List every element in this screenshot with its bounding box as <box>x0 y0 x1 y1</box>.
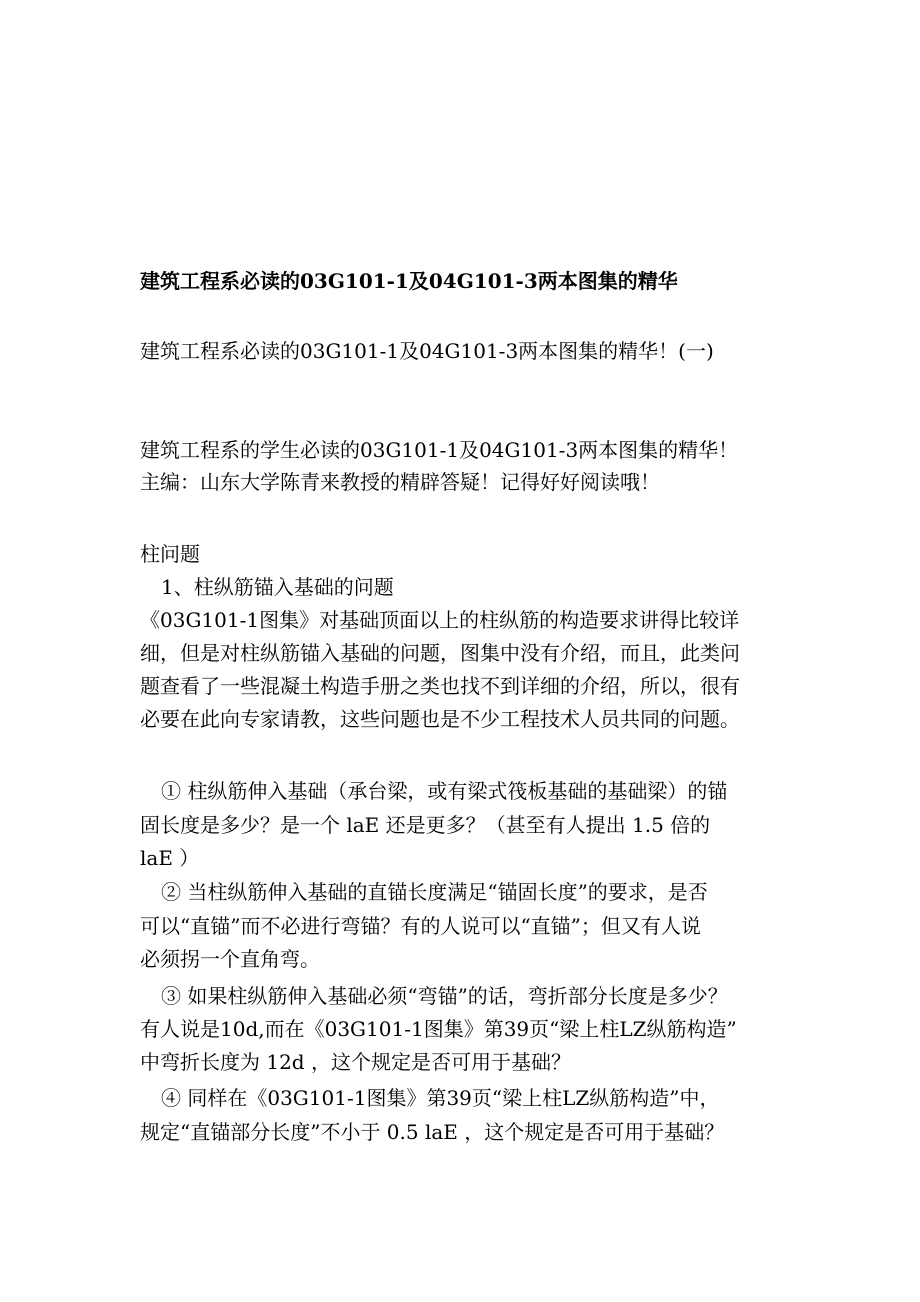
intro-line: 建筑工程系的学生必读的03G101-1及04G101-3两本图集的精华！ <box>140 438 739 462</box>
question-item-line: ① 柱纵筋伸入基础（承台梁，或有梁式筏板基础的基础梁）的锚 <box>161 779 728 803</box>
question-item-line: 可以“直锚”而不必进行弯锚？有的人说可以“直锚”；但又有人说 <box>140 914 701 938</box>
document-subtitle: 建筑工程系必读的03G101-1及04G101-3两本图集的精华！(一) <box>140 339 714 363</box>
question-item-line: 中弯折长度为 12d ，这个规定是否可用于基础？ <box>140 1050 571 1074</box>
question-item-line: 有人说是10d,而在《03G101-1图集》第39页“梁上柱LZ纵筋构造” <box>140 1017 737 1041</box>
question-item-line: ④ 同样在《03G101-1图集》第39页“梁上柱LZ纵筋构造”中， <box>161 1086 720 1110</box>
question-item-line: laE ） <box>140 846 200 870</box>
document-title: 建筑工程系必读的03G101-1及04G101-3两本图集的精华 <box>140 269 678 293</box>
question-item-line: 固长度是多少？是一个 laE 还是更多？（甚至有人提出 1.5 倍的 <box>140 813 711 837</box>
question-item-line: 规定“直锚部分长度”不小于 0.5 laE ，这个规定是否可用于基础？ <box>140 1120 725 1144</box>
intro-line: 主编：山东大学陈青来教授的精辟答疑！记得好好阅读哦！ <box>140 470 660 494</box>
paragraph-line: 必要在此向专家请教，这些问题也是不少工程技术人员共同的问题。 <box>140 707 740 731</box>
paragraph-line: 细，但是对柱纵筋锚入基础的问题，图集中没有介绍，而且，此类问 <box>140 641 740 665</box>
question-item-line: ③ 如果柱纵筋伸入基础必须“弯锚”的话，弯折部分长度是多少？ <box>161 984 728 1008</box>
question-heading: 1、柱纵筋锚入基础的问题 <box>161 575 394 599</box>
question-item-line: ② 当柱纵筋伸入基础的直锚长度满足“锚固长度”的要求，是否 <box>161 880 708 904</box>
paragraph-line: 《03G101-1图集》对基础顶面以上的柱纵筋的构造要求讲得比较详 <box>140 608 740 632</box>
question-item-line: 必须拐一个直角弯。 <box>140 947 320 971</box>
paragraph-line: 题查看了一些混凝土构造手册之类也找不到详细的介绍，所以，很有 <box>140 674 740 698</box>
section-heading: 柱问题 <box>140 542 200 566</box>
